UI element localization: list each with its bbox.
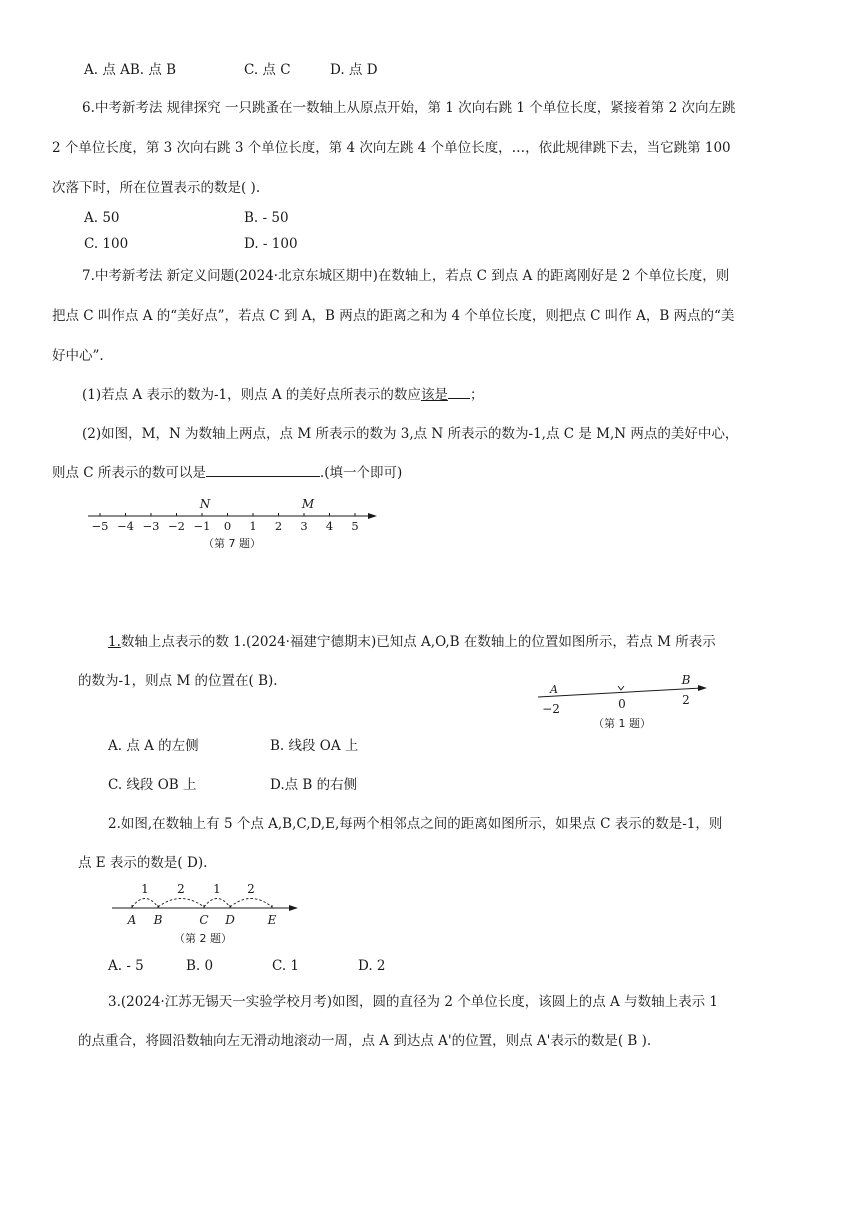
p1-point-o-mark <box>618 686 624 690</box>
p1-point-b-label: B <box>681 673 691 687</box>
p2-point-label: E <box>267 913 277 927</box>
q7-line-2: 把点 C 叫作点 A 的“美好点”，若点 C 到 A，B 两点的距离之和为 4 个单位长度，则把点 C 叫作 A，B 两点的“美 <box>52 308 735 324</box>
q6-option-b: B. - 50 <box>244 210 289 226</box>
q6-option-a: A. 50 <box>84 210 120 226</box>
q7-part-1-underlined: 该是 <box>420 387 448 403</box>
q7-tick-label: 3 <box>300 519 308 533</box>
q7-part-2-blank <box>206 462 320 477</box>
p2-point-label: B <box>153 913 163 927</box>
q7-tick-label: −3 <box>142 519 160 533</box>
q6-line-3: 次落下时，所在位置表示的数是( ). <box>52 180 261 196</box>
p1-tick-label-2: 2 <box>682 693 690 707</box>
p2-gap-arc <box>158 899 204 908</box>
p2-line-1: 2.如图,在数轴上有 5 个点 A,B,C,D,E,每两个相邻点之间的距离如图所示，如果点 C 表示的数是-1，则 <box>108 816 723 832</box>
q7-line-1: 7.中考新考法 新定义问题(2024·北京东城区期中)在数轴上，若点 C 到点 A 的距离刚好是 2 个单位长度，则 <box>82 268 730 284</box>
q7-axis-arrow <box>368 513 377 519</box>
p2-option-b: B. 0 <box>186 958 214 974</box>
q7-tick-label: −5 <box>91 519 109 533</box>
p1-option-d: D.点 B 的右侧 <box>270 777 358 793</box>
q7-part-1-text: (1)若点 A 表示的数为-1，则点 A 的美好点所表示的数应 <box>82 387 421 403</box>
p2-line-2: 点 E 表示的数是( D). <box>78 855 208 871</box>
p2-gap-label: 2 <box>177 882 185 896</box>
q7-part-2-line-1: (2)如图，M，N 为数轴上两点，点 M 所表示的数为 3,点 N 所表示的数为-1,点 C 是 M,N 两点的美好中心， <box>82 426 739 442</box>
p2-figure-caption: （第 2 题） <box>174 932 232 945</box>
q7-tick-label: −4 <box>117 519 134 533</box>
p2-point-label: C <box>199 913 209 927</box>
q7-tick-label: 4 <box>325 519 334 533</box>
q7-part-1-blank <box>448 384 470 399</box>
p3-line-2: 的点重合，将圆沿数轴向左无滑动地滚动一周，点 A 到达点 A'的位置，则点 A'表示的数是( B ). <box>78 1033 652 1049</box>
p1-figure-caption: （第 1 题） <box>593 717 651 730</box>
q7-part-1-end: ； <box>469 387 484 403</box>
q7-part-2-line-2 <box>52 461 402 481</box>
p1-point-a-label: A <box>550 683 558 696</box>
q7-part-1 <box>82 383 483 403</box>
q7-tick-label: 2 <box>274 519 283 533</box>
q7-point-n-label: N <box>199 497 211 511</box>
q6-option-d: D. - 100 <box>244 236 298 252</box>
p2-gap-arc <box>204 899 230 908</box>
p2-gap-arc <box>132 899 158 908</box>
p2-point-label: A <box>127 913 137 927</box>
q7-part-2-end: .(填一个即可) <box>319 465 403 481</box>
p2-gap-label: 2 <box>247 882 255 896</box>
q7-figure-caption: （第 7 题） <box>203 537 261 550</box>
p1-tick-label-0: 0 <box>618 697 626 711</box>
p1-number-line-figure <box>534 670 714 732</box>
q7-line-3: 好中心”. <box>52 348 104 364</box>
p1-tick-label-neg2: −2 <box>542 702 560 716</box>
q7-number-line-figure <box>84 494 384 554</box>
q6-line-2: 2 个单位长度，第 3 次向右跳 3 个单位长度，第 4 次向左跳 4 个单位长度，…，依此规律跳下去，当它跳第 100 <box>52 140 731 156</box>
p2-gap-label: 1 <box>213 882 221 896</box>
p2-option-c: C. 1 <box>272 958 300 974</box>
p2-gap-arc <box>230 899 272 908</box>
q7-tick-label: 1 <box>249 519 257 533</box>
p1-line-2: 的数为-1，则点 M 的位置在( B). <box>78 673 278 689</box>
q7-tick-label: 5 <box>351 519 359 533</box>
p2-axis-arrow <box>289 905 298 911</box>
q7-tick-label: 0 <box>223 519 232 533</box>
p2-gap-label: 1 <box>141 882 149 896</box>
q7-tick-label: −2 <box>168 519 185 533</box>
p2-number-line-figure <box>108 880 308 952</box>
p2-option-d: D. 2 <box>358 958 386 974</box>
p1-number: 1. <box>108 634 121 650</box>
q5-option-d: D. 点 D <box>330 62 378 78</box>
p1-option-b: B. 线段 OA 上 <box>270 738 359 754</box>
q6-line-1: 6.中考新考法 规律探究 一只跳蚤在一数轴上从原点开始，第 1 次向右跳 1 个单位长度，紧接着第 2 次向左跳 <box>82 100 736 116</box>
q5-option-a: A. 点 AB. 点 B <box>84 62 177 78</box>
p3-line-1: 3.(2024·江苏无锡天一实验学校月考)如图，圆的直径为 2 个单位长度，该圆上的点 A 与数轴上表示 1 <box>108 994 718 1010</box>
q5-option-c: C. 点 C <box>244 62 291 78</box>
q6-option-c: C. 100 <box>84 236 129 252</box>
q7-part-2-text: 则点 C 所表示的数可以是 <box>52 465 206 481</box>
p2-option-a: A. - 5 <box>108 958 144 974</box>
p1-option-c: C. 线段 OB 上 <box>108 777 197 793</box>
p1-text: 数轴上点表示的数 1.(2024·福建宁德期末)已知点 A,O,B 在数轴上的位置如图所示，若点 M 所表示 <box>120 634 716 650</box>
q7-tick-label: −1 <box>193 519 211 533</box>
q7-point-m-label: M <box>301 497 315 511</box>
p2-point-label: D <box>225 913 235 927</box>
p1-line-1 <box>108 630 716 650</box>
p1-axis-arrow <box>698 685 707 691</box>
p1-option-a: A. 点 A 的左侧 <box>108 738 199 754</box>
